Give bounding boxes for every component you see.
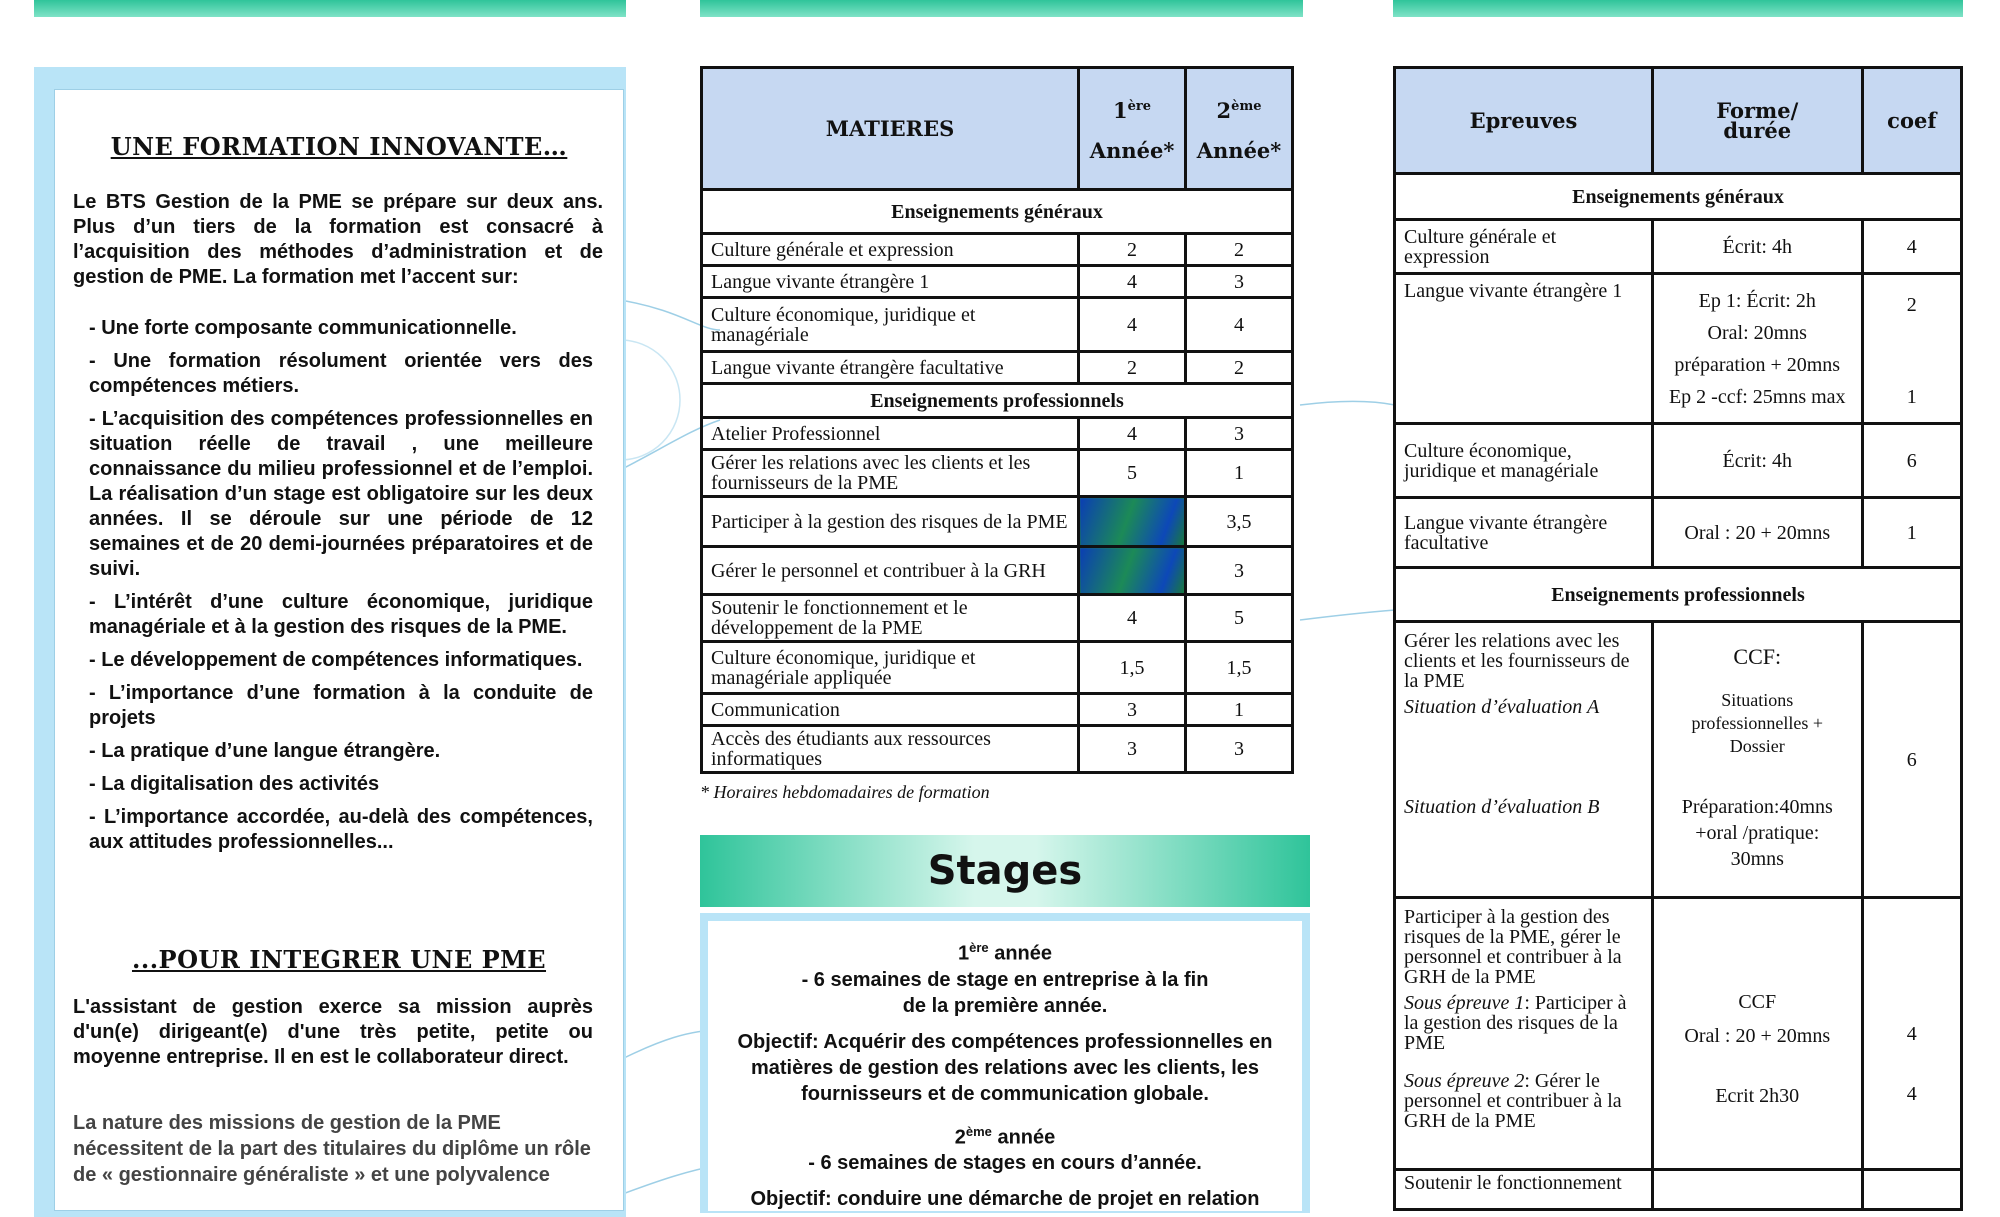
- hours-y2: 2: [1186, 352, 1293, 384]
- bullet-item: - La pratique d’une langue étrangère.: [89, 740, 441, 762]
- bullet-item: - L’importance d’une formation à la conduite de projets: [89, 682, 593, 729]
- coef-cell: 6: [1862, 424, 1961, 498]
- bullet-item: - L’acquisition des compétences professionnelles en situation réelle de travail , une meilleure connaissance du milieu professionnel et de l’emploi. La réalisation d’un stage est obligatoire sur les deux années. Il se déroule sur une période de 12 semaines et de 20 demi-journées préparatoires et de suivi.: [89, 408, 593, 580]
- epreuves-table: [1393, 66, 1963, 1211]
- matieres-table: [700, 66, 1294, 774]
- hours-y2: 3,5: [1186, 497, 1293, 547]
- bullet-item: - L’intérêt d’une culture économique, juridique managériale et à la gestion des risques de la PME.: [89, 591, 593, 638]
- hours-y2: 5: [1186, 595, 1293, 642]
- hours-y1: 2: [1079, 352, 1186, 384]
- bullet-item: - L’importance accordée, au-delà des compétences, aux attitudes professionnelles...: [89, 806, 593, 853]
- exam-cell: Langue vivante étrangère facultative: [1395, 498, 1653, 568]
- hours-y2: 2: [1186, 234, 1293, 266]
- stage-year-1-objective: Objectif: Acquérir des compétences professionnelles en matières de gestion des relations avec les clients, les fournisseurs et de communication globale.: [737, 1030, 1273, 1105]
- coef-cell: 4 4: [1862, 898, 1961, 1170]
- stages-title: Stages: [700, 835, 1310, 907]
- section-professionnels: Enseignements professionnels: [702, 384, 1293, 418]
- bullet-item: - Une formation résolument orientée vers des compétences métiers.: [89, 350, 593, 397]
- forme-cell: Oral : 20 + 20mns: [1652, 498, 1862, 568]
- coef-cell: 6: [1862, 622, 1961, 898]
- forme-cell: [1652, 1170, 1862, 1210]
- hours-y1: 2: [1079, 234, 1186, 266]
- hours-y2: 1: [1186, 450, 1293, 497]
- forme-cell: Ep 1: Écrit: 2h Oral: 20mns préparation + 20mns Ep 2 -ccf: 25mns max: [1652, 274, 1862, 424]
- hours-y2: 1: [1186, 694, 1293, 726]
- exam-cell: Gérer les relations avec les clients et les fournisseurs de la PME Situation d’évaluation A Situation d’évaluation B: [1395, 622, 1653, 898]
- section-generaux: Enseignements généraux: [1395, 174, 1962, 220]
- hours-y1: 5: [1079, 450, 1186, 497]
- hours-y1: 3: [1079, 694, 1186, 726]
- stage-year-2-title: 2ème année: [954, 1123, 1056, 1149]
- stage-year-1-title: 1ère année: [957, 940, 1053, 965]
- bullet-item: - La digitalisation des activités: [89, 773, 380, 795]
- heading-formation: UNE FORMATION INNOVANTE…: [110, 132, 568, 161]
- mission-paragraph: L'assistant de gestion exerce sa mission auprès d'un(e) dirigeant(e) d'une très petite, petite ou moyenne entreprise. Il en est le collaborateur direct.: [73, 996, 593, 1068]
- stages-panel: [700, 913, 1310, 1213]
- exam-cell: Participer à la gestion des risques de la PME, gérer le personnel et contribuer à la GRH de la PME Sous épreuve 1: Participer à la gestion des risques de la PME Sous épreuve 2: Gérer le personnel et contribuer à la GRH de la PME: [1395, 898, 1653, 1170]
- hours-y1: 4: [1079, 266, 1186, 298]
- hours-y1: 4: [1079, 418, 1186, 450]
- nature-paragraph: La nature des missions de gestion de la PME nécessitent de la part des titulaires du diplôme un rôle de « gestionnaire généraliste » et une polyvalence: [73, 1112, 591, 1186]
- stage-year-2-objective: Objectif: conduire une démarche de projet en relation: [750, 1188, 1260, 1211]
- exam-cell: Langue vivante étrangère 1: [1395, 274, 1653, 424]
- gradient-cell: [1079, 497, 1186, 547]
- header-annee-2: 2ème Année*: [1186, 68, 1293, 190]
- hours-y2: 3: [1186, 418, 1293, 450]
- hours-y2: 3: [1186, 547, 1293, 595]
- forme-cell: CCF: Situations professionnelles + Dossier Préparation:40mns +oral /pratique: 30mns: [1652, 622, 1862, 898]
- subject-cell: Accès des étudiants aux ressources informatiques: [702, 726, 1079, 773]
- coef-cell: 4: [1862, 220, 1961, 274]
- heading-integrer: ...POUR INTEGRER UNE PME: [131, 945, 547, 974]
- hours-y2: 1,5: [1186, 642, 1293, 694]
- subject-cell: Culture générale et expression: [702, 234, 1079, 266]
- exam-cell: Soutenir le fonctionnement: [1395, 1170, 1653, 1210]
- subject-cell: Atelier Professionnel: [702, 418, 1079, 450]
- subject-cell: Gérer les relations avec les clients et les fournisseurs de la PME: [702, 450, 1079, 497]
- hours-y1: 3: [1079, 726, 1186, 773]
- header-epreuves: Epreuves: [1395, 68, 1653, 174]
- hours-y1: 4: [1079, 298, 1186, 352]
- hours-y1: 4: [1079, 595, 1186, 642]
- subject-cell: Communication: [702, 694, 1079, 726]
- exam-cell: Culture générale et expression: [1395, 220, 1653, 274]
- stages-panel-inner: [708, 921, 1302, 1211]
- hours-y2: 3: [1186, 726, 1293, 773]
- section-professionnels: Enseignements professionnels: [1395, 568, 1962, 622]
- coef-cell: [1862, 1170, 1961, 1210]
- stage-year-2-text: - 6 semaines de stages en cours d’année.: [808, 1152, 1202, 1175]
- header-forme: Forme/ durée: [1652, 68, 1862, 174]
- hours-y2: 4: [1186, 298, 1293, 352]
- bullet-item: - Le développement de compétences informatiques.: [89, 649, 583, 671]
- formation-panel-inner: [54, 89, 624, 1211]
- hours-y1: 1,5: [1079, 642, 1186, 694]
- formation-panel: [34, 67, 626, 1217]
- hours-y2: 3: [1186, 266, 1293, 298]
- footnote: * Horaires hebdomadaires de formation: [700, 782, 990, 802]
- exam-cell: Culture économique, juridique et managériale: [1395, 424, 1653, 498]
- formation-bullets: [89, 316, 593, 863]
- subject-cell: Participer à la gestion des risques de la PME: [702, 497, 1079, 547]
- subject-cell: Culture économique, juridique et managériale: [702, 298, 1079, 352]
- header-matieres: MATIERES: [702, 68, 1079, 190]
- subject-cell: Culture économique, juridique et managériale appliquée: [702, 642, 1079, 694]
- header-annee-1: 1ère Année*: [1079, 68, 1186, 190]
- intro-paragraph: Le BTS Gestion de la PME se prépare sur deux ans. Plus d’un tiers de la formation est consacré à l’acquisition des méthodes d’administration et de gestion de PME. La formation met l’accent sur:: [73, 191, 603, 288]
- coef-cell: 1: [1862, 498, 1961, 568]
- subject-cell: Gérer le personnel et contribuer à la GRH: [702, 547, 1079, 595]
- subject-cell: Langue vivante étrangère facultative: [702, 352, 1079, 384]
- subject-cell: Langue vivante étrangère 1: [702, 266, 1079, 298]
- subject-cell: Soutenir le fonctionnement et le développement de la PME: [702, 595, 1079, 642]
- forme-cell: Écrit: 4h: [1652, 220, 1862, 274]
- bullet-item: - Une forte composante communicationnelle.: [89, 317, 517, 339]
- stage-year-1-text: - 6 semaines de stage en entreprise à la fin de la première année.: [801, 968, 1209, 1017]
- section-generaux: Enseignements généraux: [702, 190, 1293, 234]
- gradient-cell: [1079, 547, 1186, 595]
- coef-cell: 2 1: [1862, 274, 1961, 424]
- forme-cell: CCF Oral : 20 + 20mns Ecrit 2h30: [1652, 898, 1862, 1170]
- header-coef: coef: [1862, 68, 1961, 174]
- forme-cell: Écrit: 4h: [1652, 424, 1862, 498]
